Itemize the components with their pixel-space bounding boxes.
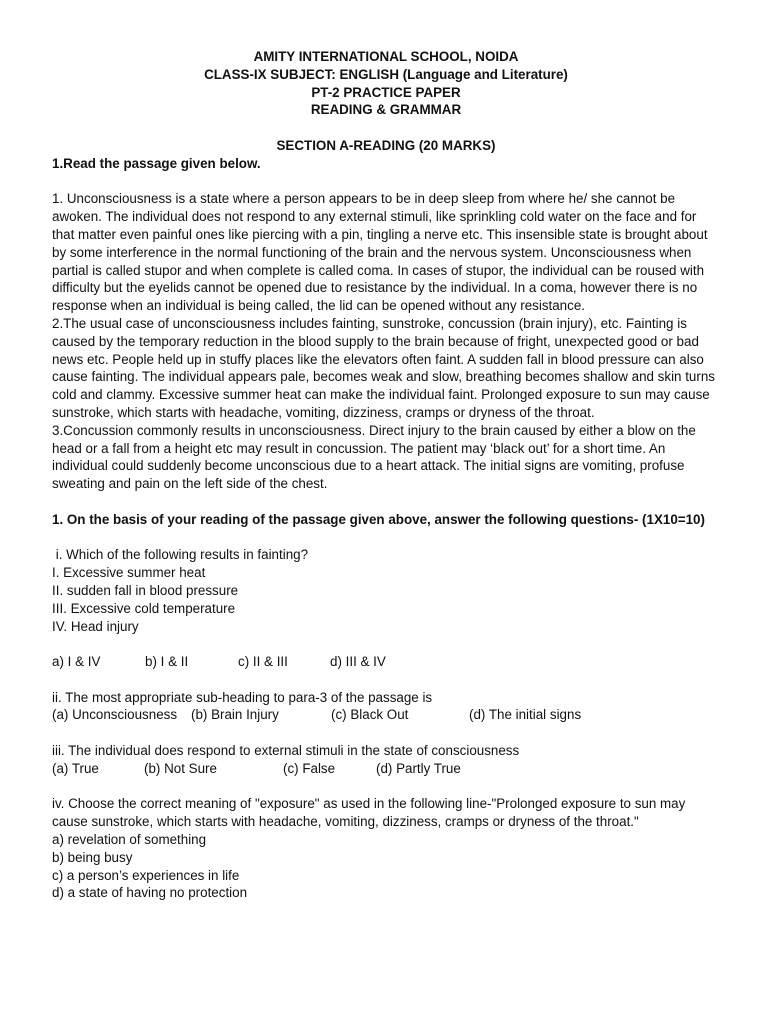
options-row [52,706,720,724]
option-b: b) being busy [52,849,133,865]
option-c: c) a person’s experiences in life [52,867,240,883]
option-a: a) I & IV [52,654,101,670]
passage-para-2: 2.The usual case of unconsciousness includes fainting, sunstroke, concussion (brain injury), etc. Fainting is caused by the temporary reduction in the blood supply to the brain because of fright, unexpected good or bad news etc. People held up in stuffy places like the elevators often faint. A sudden fall in blood pressure can also cause fainting. The individual appears pale, becomes weak and slow, breathing becomes shallow and skin turns cold and clammy. Excessive summer heat can make the individual faint. Prolonged exposure to sun may cause sunstroke, which starts with headache, vomiting, dizziness, cramps or dryness of the throat. [52,315,715,420]
class-subject: CLASS-IX SUBJECT: ENGLISH (Language and Literature) [204,66,568,82]
question-heading: 1. On the basis of your reading of the passage given above, answer the following questions- (1X10=10) [52,511,705,527]
option-a: (a) True [52,760,99,776]
list-item: I. Excessive summer heat [52,565,206,581]
option-d: d) a state of having no protection [52,885,248,901]
paper-title: PT-2 PRACTICE PAPER [311,84,461,100]
option-c: (c) Black Out [331,707,409,723]
question-3 [52,742,720,778]
options-row [52,653,720,671]
option-b: b) I & II [145,654,189,670]
option-a: (a) Unconsciousness [52,707,178,723]
option-b: (b) Not Sure [144,760,217,776]
list-item: IV. Head injury [52,618,139,634]
option-b: (b) Brain Injury [191,707,279,723]
option-a: a) revelation of something [52,832,207,848]
question-1 [52,546,720,671]
question-text: ii. The most appropriate sub-heading to para-3 of the passage is [52,689,433,705]
list-item: II. sudden fall in blood pressure [52,582,239,598]
passage-para-1: 1. Unconsciousness is a state where a person appears to be in deep sleep from where he/ she cannot be awoken. The individual does not respond to any external stimuli, like sprinkling cold water on the face and for that matter even painful ones like piercing with a pin, tingling a nerve etc. This insensible state is brought about by some interference in the normal functioning of the brain and the nervous system. Unconsciousness when partial is called stupor and when complete is called coma. In cases of stupor, the individual can be roused with difficulty but the eyelids cannot be opened due to resistance by the individual. In a coma, however there is no response when an individual is being called, the lid can be opened without any resistance. [52,191,708,314]
list-item: III. Excessive cold temperature [52,600,236,616]
section-type: READING & GRAMMAR [310,102,462,118]
option-d: d) III & IV [330,654,386,670]
option-c: (c) False [283,760,336,776]
option-d: (d) Partly True [376,760,461,776]
option-c: c) II & III [238,654,288,670]
options-row [52,760,720,778]
instruction: 1.Read the passage given below. [52,155,261,171]
passage-para-3: 3.Concussion commonly results in unconsciousness. Direct injury to the brain caused by either a blow on the head or a fall from a height etc may result in concussion. The patient may ‘black out’ for a short time. An individual could suddenly become unconscious due to a heart attack. The initial signs are vomiting, profuse sweating and pain on the left side of the chest. [52,422,696,492]
question-2 [52,689,720,725]
question-text: iii. The individual does respond to external stimuli in the state of consciousness [52,743,520,759]
option-d: (d) The initial signs [469,707,582,723]
document-page [52,48,720,902]
question-text: iv. Choose the correct meaning of "exposure" as used in the following line-"Prolonged exposure to sun may cause sunstroke, which starts with headache, vomiting, dizziness, cramps or dryness of the throat." [52,796,686,830]
question-text: i. Which of the following results in fainting? [52,547,309,563]
section-title: SECTION A-READING (20 MARKS) [276,137,496,153]
school-name: AMITY INTERNATIONAL SCHOOL, NOIDA [253,49,519,64]
question-4 [52,795,720,902]
